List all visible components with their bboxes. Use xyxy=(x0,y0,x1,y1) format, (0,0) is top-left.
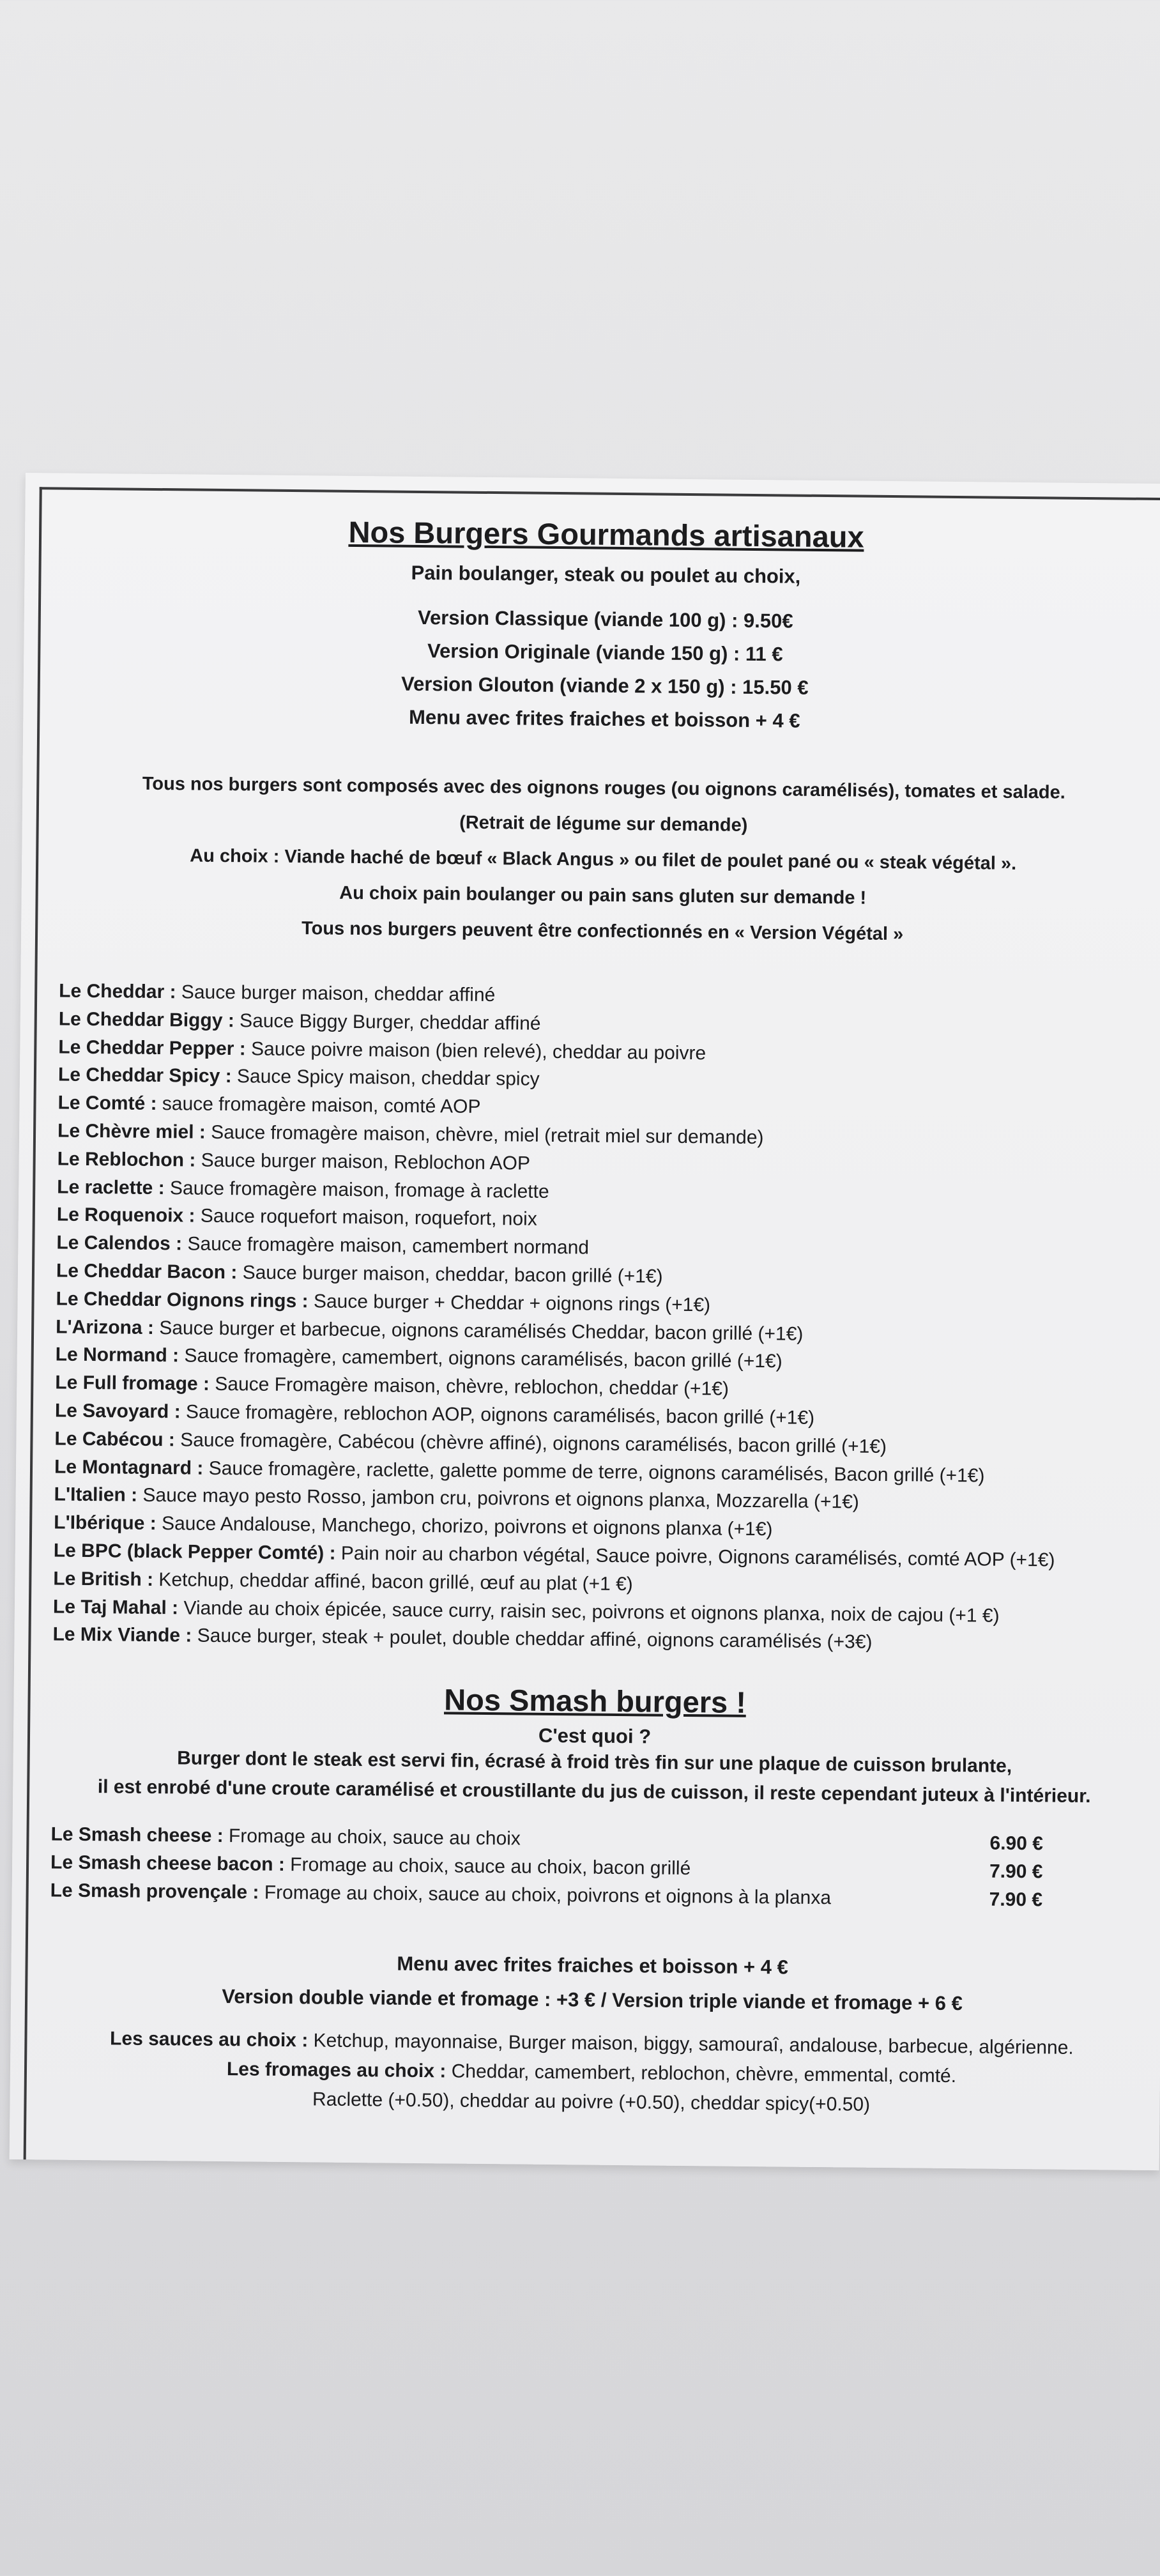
smash-question: C'est quoi ? xyxy=(538,1724,652,1748)
burger-name: Le British : xyxy=(53,1568,154,1590)
burger-desc: Sauce fromagère, reblochon AOP, oignons caramélisés, bacon grillé (+1€) xyxy=(180,1401,815,1429)
burger-desc: Sauce roquefort maison, roquefort, noix xyxy=(195,1205,537,1230)
sauces-text: Ketchup, mayonnaise, Burger maison, biggy, samouraî, andalouse, barbecue, algérienne. xyxy=(308,2030,1074,2058)
smash-name: Le Smash provençale : xyxy=(50,1880,259,1903)
burger-name: Le Cheddar Biggy : xyxy=(58,1008,234,1031)
burger-name: L'Ibérique : xyxy=(54,1512,156,1535)
burger-desc: Sauce burger, steak + poulet, double cheddar affiné, oignons caramélisés (+3€) xyxy=(192,1625,873,1653)
burger-desc: Sauce burger maison, Reblochon AOP xyxy=(195,1149,531,1174)
burger-name: Le Cheddar Oignons rings : xyxy=(56,1288,309,1312)
smash-price: 7.90 € xyxy=(989,1889,1043,1911)
smash-desc: Fromage au choix, sauce au choix, poivrons et oignons à la planxa xyxy=(259,1882,832,1909)
burger-name: L'Italien : xyxy=(54,1483,138,1506)
burger-name: Le Cheddar Spicy : xyxy=(57,1064,232,1087)
burger-name: Le Comté : xyxy=(57,1092,157,1115)
smash-list xyxy=(50,1821,1136,1915)
burger-desc: Sauce fromagère maison, fromage à raclette xyxy=(164,1177,549,1202)
version-originale: Version Originale (viande 150 g) : 11 € xyxy=(427,640,783,666)
info-line: (Retrait de légume sur demande) xyxy=(459,812,748,836)
burger-name: Le raclette : xyxy=(57,1176,165,1199)
burger-desc: Sauce Spicy maison, cheddar spicy xyxy=(231,1066,540,1091)
burger-name: Le Roquenoix : xyxy=(56,1204,195,1227)
burger-desc: Sauce burger + Cheddar + oignons rings (+1€) xyxy=(308,1291,711,1316)
smash-price: 7.90 € xyxy=(989,1860,1043,1883)
burger-desc: Ketchup, cheddar affiné, bacon grillé, œuf au plat (+1 €) xyxy=(153,1568,633,1595)
smash-title: Nos Smash burgers ! xyxy=(443,1682,747,1720)
version-menu: Menu avec frites fraiches et boisson + 4 € xyxy=(408,705,800,732)
smash-description xyxy=(51,1743,1138,1812)
smash-options xyxy=(49,1943,1136,2023)
sauces-label: Les sauces au choix : xyxy=(109,2028,309,2051)
version-glouton: Version Glouton (viande 2 x 150 g) : 15.50 € xyxy=(401,672,809,699)
burger-desc: Sauce fromagère maison, chèvre, miel (retrait miel sur demande) xyxy=(205,1121,764,1149)
burger-desc: Viande au choix épicée, sauce curry, raisin sec, poivrons et oignons planxa, noix de cajou (+1 €) xyxy=(178,1597,1000,1627)
burger-desc: Sauce Biggy Burger, cheddar affiné xyxy=(234,1009,541,1034)
smash-desc: Fromage au choix, sauce au choix, bacon grillé xyxy=(284,1854,691,1880)
burger-desc: Sauce fromagère, raclette, galette pomme de terre, oignons caramélisés, Bacon grillé (+1€) xyxy=(203,1457,985,1487)
smash-name: Le Smash cheese : xyxy=(50,1823,224,1847)
burger-name: Le Full fromage : xyxy=(55,1372,210,1395)
burger-desc: Sauce Fromagère maison, chèvre, reblochon, cheddar (+1€) xyxy=(209,1373,729,1400)
versions-list xyxy=(61,598,1149,741)
cheeses-label: Les fromages au choix : xyxy=(226,2058,446,2082)
burger-name: L'Arizona : xyxy=(56,1316,155,1338)
burger-name: Le Mix Viande : xyxy=(52,1623,192,1646)
burger-desc: sauce fromagère maison, comté AOP xyxy=(156,1093,481,1118)
burger-name: Le Normand : xyxy=(55,1344,179,1367)
burger-name: Le Cheddar Bacon : xyxy=(56,1260,238,1284)
burger-desc: Sauce Andalouse, Manchego, chorizo, poivrons et oignons planxa (+1€) xyxy=(156,1513,773,1540)
burger-name: Le Cabécou : xyxy=(54,1428,176,1451)
burger-desc: Sauce burger et barbecue, oignons caramélisés Cheddar, bacon grillé (+1€) xyxy=(153,1317,804,1345)
menu-sheet xyxy=(10,473,1160,2170)
burger-name: Le Cheddar Pepper : xyxy=(58,1036,246,1059)
extras-line: Raclette (+0.50), cheddar au poivre (+0.50), cheddar spicy(+0.50) xyxy=(312,2089,871,2115)
info-line: Au choix pain boulanger ou pain sans gluten sur demande ! xyxy=(339,882,867,908)
burger-list xyxy=(52,977,1145,1659)
burger-desc: Sauce fromagère maison, camembert normand xyxy=(181,1233,590,1259)
frame-border-left xyxy=(24,487,42,2159)
info-line: Tous nos burgers sont composés avec des oignons rouges (ou oignons caramélisés), tomates et salade. xyxy=(142,773,1065,803)
smash-version-option: Version double viande et fromage : +3 € / Version triple viande et fromage + 6 € xyxy=(222,1985,963,2015)
burger-desc: Sauce fromagère, Cabécou (chèvre affiné), oignons caramélisés, bacon grillé (+1€) xyxy=(174,1429,887,1457)
burger-name: Le Cheddar : xyxy=(59,980,176,1003)
burger-name: Le Calendos : xyxy=(56,1232,183,1255)
smash-price: 6.90 € xyxy=(989,1832,1044,1855)
version-classique: Version Classique (viande 100 g) : 9.50€ xyxy=(417,606,793,632)
menu-content xyxy=(48,512,1149,2122)
menu-title: Nos Burgers Gourmands artisanaux xyxy=(348,514,864,554)
burger-desc: Pain noir au charbon végétal, Sauce poivre, Oignons caramélisés, comté AOP (+1€) xyxy=(335,1542,1055,1571)
burger-desc: Sauce mayo pesto Rosso, jambon cru, poivrons et oignons planxa, Mozzarella (+1€) xyxy=(137,1485,860,1513)
burger-desc: Sauce burger maison, cheddar affiné xyxy=(176,981,496,1006)
info-block xyxy=(59,765,1147,954)
burger-desc: Sauce burger maison, cheddar, bacon grillé (+1€) xyxy=(237,1262,663,1287)
burger-name: Le BPC (black Pepper Comté) : xyxy=(53,1540,336,1564)
smash-name: Le Smash cheese bacon : xyxy=(50,1851,286,1876)
smash-desc: Fromage au choix, sauce au choix xyxy=(223,1825,521,1850)
burger-desc: Sauce poivre maison (bien relevé), cheddar au poivre xyxy=(245,1038,706,1064)
burger-name: Le Reblochon : xyxy=(57,1148,196,1171)
burger-name: Le Taj Mahal : xyxy=(52,1596,179,1618)
burger-name: Le Chèvre miel : xyxy=(57,1120,206,1143)
info-line: Au choix : Viande haché de bœuf « Black Angus » ou filet de poulet pané ou « steak végétal ». xyxy=(190,845,1017,874)
smash-menu-option: Menu avec frites fraiches et boisson + 4 € xyxy=(397,1952,789,1979)
cheeses-text: Cheddar, camembert, reblochon, chèvre, emmental, comté. xyxy=(446,2060,957,2087)
choices-block xyxy=(48,2024,1134,2122)
burger-name: Le Montagnard : xyxy=(54,1456,204,1479)
burger-desc: Sauce fromagère, camembert, oignons caramélisés, bacon grillé (+1€) xyxy=(178,1345,782,1372)
menu-subtitle: Pain boulanger, steak ou poulet au choix, xyxy=(411,561,801,588)
frame-border-top xyxy=(40,487,1160,500)
smash-desc-line: il est enrobé d'une croute caramélisé et croustillante du jus de cuisson, il reste cependant juteux à l'intérieur. xyxy=(97,1776,1091,1807)
burger-name: Le Savoyard : xyxy=(54,1400,181,1423)
info-line: Tous nos burgers peuvent être confectionnés en « Version Végétal » xyxy=(301,918,904,945)
smash-desc-line: Burger dont le steak est servi fin, écrasé à froid très fin sur une plaque de cuisson brulante, xyxy=(177,1747,1012,1777)
